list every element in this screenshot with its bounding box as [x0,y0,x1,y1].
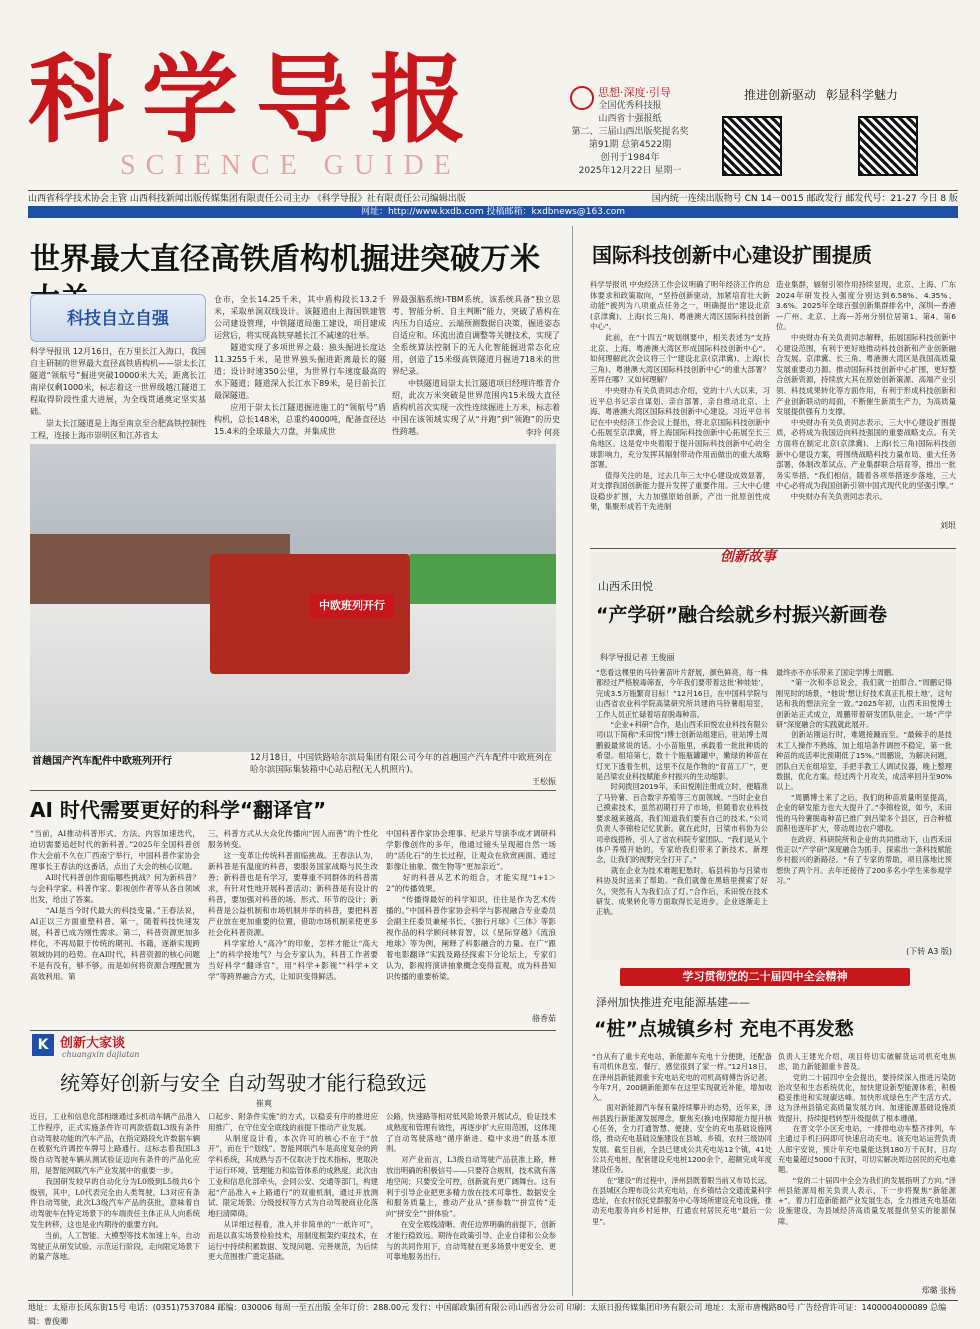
photo-title: 首趟国产汽车配件中欧班列开行 [32,756,172,767]
story-column-2: 最终亦不亦乐带来了国定学博士周鹏。 “第一次和李总说会，我们就一拍即合。”周鹏记得刚见时的场景，“他说‘想让好技术真正扎根土地’，这句话和我的想法完全一致。”2025年初，山西禾田悦博士创新站正式成立，周鹏带着研发团队驻企，一场“产学研”深度融合的实践就此展开。 创新站刚运行时，难题接踵而至。“最棘手的是技术工人操作不熟练，加上组培条件调控不稳定，第一批种苗的成活率比预期低了15%。”周鹏说，为解决问题，团队白天在组培室，手把手教工人调试仪器，晚上整理数据，优化方案。经过两个月攻关，成活率回升至90%以上。 “周鹏博士来了之后，我们的种苗质量明显提高，企业的研发能力也大大提升了。”李锦栓说，如今，禾田悦的马铃薯脱毒种苗已推广到吕梁多个县区，百合种植面积也逐年扩大，带动周边农户增收。 在政府、科研院所和企业的共同推动下，山西禾田悦正以“产学研”深度融合为抓手，探索出一条科技赋能乡村振兴的新路径。“有了专家的帮助，项目落地比预想快了两个月。去年还接待了200多名小学生来参观学习。” [776,668,952,886]
masthead-title: 科学导报 [28,43,484,156]
column-text-2: 口起步、附条件实施”的方式，以稳妥有序的推进应用推广，在守住安全底线的前提下推动产业发展。 从制度设计看，本次许可的核心不在于“放开”，而在于“划线”。智能网联汽车是高度复杂的跨学科系统，其成熟与否不仅取决于技术指标，更取决于运行环境、管理能力和监管体系的成熟度。此次由工业和信息化部牵头，会同公安、交通等部门，构建起“产品准入+上路通行”的双重机制，通过开放测试、限定场景、分级授权等方式为自动驾驶商业化落地扫清障碍。 从详细过程看，准入并非简单的“一纸许可”，而是以真实场景检验技术，用制度框架约束技术，在运行中持续积累数据、发现问题、完善规范，为后续更大范围推广奠定基础。 [208,1112,378,1262]
info-line: 2025年12月22日 星期一 [578,166,682,176]
masthead-info [560,100,700,178]
intl-column-2: 造业集群，辐射引领作用持续显现。北京、上海、广东2024年研发投入强度分别达到6.58%、4.35%、3.6%。2025年全球百强创新集群排名中，深圳—香港—广州、北京、上海—苏州分别位居第1、第4、第6位。 中央财办有关负责同志解释，拓展国际科技创新中心建设范围，有利于更好地推动科技创新和产业创新融合发展。京津冀、长三角、粤港澳大湾区是我国高质量发展重要动力源。推动国际科技创新中心扩围，更好整合创新资源，持续放大其在原始创新策源、高端产业引领、科技成果转化等方面作用，有利于形成科技创新和产业创新联动的局面，不断催生新质生产力，为高质量发展提供强有力支撑。 中央财办有关负责同志表示，三大中心建设扩围提质，必将成为我国迈向科技强国的重要战略支点。有关方面将在制定北京(京津冀)、上海(长三角)国际科技创新中心建设方案，将围绕战略科技力量布局、重大任务部署、体制改革试点、产业集群联合培育等，推出一批务实举措。“我们相信，随着各项举措逐步落地，三大中心必将成为我国创新引领中国式现代化的坚强引擎。” 中央财办有关负责同志表示。 [776,280,956,501]
study-column-2: 负责人王建光介绍，项目将切实破解货运司机充电焦虑，助力新能源重卡普及。 党的二十届四中全会提出，要持续深入推进污染防治攻坚和生态系统优化，加快建设新型能源体系，积极稳妥推进和实现碳达峰。加快形成绿色生产生活方式。这为泽州县锚定高质量发展方向、加速能源基础设施质效提升，持续提档转型升级提供了根本遵循。 在晋文学小区充电站，一排排电动车整齐排列，车主通过手机扫码即可快速启动充电。该充电站运营负责人郎宇安说，预计年充电量能达到180万千瓦时，日均充电量超过5000千瓦时，可切实解决周边居民的充电难题。 “党的二十届四中全会为我们的发展指明了方向。”泽州县能源局相关负责人表示，下一步将聚焦“新能源+”，着力打造新能源产业发展生态，全力推进充电基础设施建设，为县域经济高质量发展提供坚实的能源保障。 [778,1052,956,1226]
story-byline: 科学导报记者 王俊丽 [600,653,675,662]
story-kicker: 山西禾田悦 [598,580,653,593]
badge-label: 科技自立自强 [67,309,169,329]
info-line: 全国优秀科技报 [598,101,662,111]
ai-byline: 骆香茹 [532,1014,556,1023]
news-photo [30,444,556,752]
column-text-3: 公路，快速路等相对低风险场景开展试点，验证技术成熟度和管理有效性，再逐步扩大应用范围，这体现了自动驾驶落地“循序渐进、稳中求进”的基本原则。 对产业而言，L3级自动驾驶产品获准上路，释放出明确的积极信号——只要符合规则，技术就有落地空间；只要安全可控，创新就有更广阔舞台。这有利于引导企业把更多精力放在技术可靠性、数据安全和服务质量上，推动产业从“拼参数”“拼宣传”走向“拼安全”“拼体验”。 在安全底线清晰、责任边界明确的前提下，创新才能行稳致远。期待在政策引导、企业自律和公众参与的共同作用下，自动驾驶在更多场景中更安全、更可靠地服务出行。 [386,1112,556,1262]
web-bar[interactable]: 网址：http://www.kxdb.com 投稿邮箱：kxdbnews@163.com [28,206,958,218]
story-headline: “产学研”融合绘就乡村振兴新画卷 [596,604,887,626]
intl-headline: 国际科技创新中心建设扩围提质 [592,243,872,267]
lead-column-1: 科学导报讯 12月16日，在万里长江入海口，我国自主研制的世界最大直径高铁盾构机——崇太长江隧道“领航号”掘进突破10000米大关，距离长江南岸仅剩1000米，标志着这一世界级越江隧道工程取得阶段性重大进展，为全线贯通奠定坚实基础。 崇太长江隧道是上海至南京至合肥高铁控制性工程，连接上海市崇明区和江苏省太 [30,347,206,440]
story-banner: 创新故事 [720,549,776,565]
column-brand-pinyin: chuangxin dajiatan [62,1050,140,1059]
info-line: 山西省十强报纸 [598,114,662,124]
study-column-1: “自从有了重卡充电站，新能源车充电十分便捷，还配备有司机休息室、餐厅，感觉很到了家一样。”12月18日，在泽州县新能源重卡充电站充电的司机高师傅告诉记者，今年7月，200辆新能源车在这里实现就近补能，增加收入。 面对新能源汽车保有量持续攀升的态势，近年来，泽州县践行新能源发展理念，聚焦充(换)电保障能力提升核心任务，全力打通智慧、便捷、安全的充电基础设施网络，推动充电基础设施建设在县城、乡镇、农村三级协同发展。截至目前，全县已建成公共充电站12个镇，41处公共充电桩，配套建设充电桩1200余个，超额完成年度建设任务。 在“建设”的过程中，泽州县既着眼当前又布局长远，在县城区合理布设公共充电站，在乡镇结合交通流量科学选址，在农村依托党群服务中心等场所建设充电设施，推动充电服务向乡村延伸，打通农村居民充电“最后一公里”。 [592,1052,772,1226]
info-line: 第91期 总第4522期 [588,140,672,150]
info-line: 第二、三届山西出版奖提名奖 [571,127,689,137]
ai-column-2: 三，科普方式从大众化传播向“因人而善”的个性化服务转变。 这一变革让传统科普面临挑战。王春法认为，新科普是有温度的科普，要服务国家战略与民生改善；新科普也是有学习，要尊重不同群体的科普需求，有针对性地开展科普活动；新科普是有设计的科普，要加强对科普的场、形式、环节的设计；新科普是公益机制和市场机制并举的科普，要把科普产业放在更加重要的位置，借助市场机制来使更多社会化科普资源。 科学家给人“高冷”的印象，怎样才能让“高大上”的科学接地气？与会专家认为，科普工作者要当好科学“翻译官”，用“科学+影视”“科学+文学”等跨界融合方式，让知识变得鲜活。 [208,829,378,981]
column-logo-icon: K [32,1034,54,1056]
divider [30,790,556,791]
intl-column-1: 科学导报讯 中央经济工作会议明确了明年经济工作的总体要求和政策取向，“坚持创新驱动，加紧培育壮大新动能”被列为八项重点任务之一，明确提出“建设北京(京津冀)、上海(长三角)、粤港澳大湾区国际科技创新中心”。 此前，在“十四五”规划纲要中，相关表述为“支持北京、上海、粤港澳大湾区形成国际科技创新中心”。如何理解此次会议将三个“建设北京(京津冀)、上海(长三角)、粤港澳大湾区国际科技创新中心”的重大部署？差异在哪？又如何理解？ 中央财办有关负责同志介绍，党的十八大以来，习近平总书记亲自谋划、亲自部署、亲自推动北京、上海、粤港澳大湾区国际科技创新中心建设。习近平总书记在中央经济工作会议上提出，将北京国际科技创新中心拓展至京津冀，将上海国际科技创新中心拓展至长三角地区。这是党中央着眼于提升国际科技创新中心的全球影响力，充分发挥其辐射带动作用而做出的重大战略部署。 值得关注的是，过去几年三大中心建设成效显著，对支撑我国创新能力提升发挥了重要作用。三大中心建设稳步扩围，大力加强原始创新，产出一批原创性成果，集聚形成若干先进制 [590,280,770,512]
ai-column-3: 中国科普作家协会理事、纪录片导演李成才调研科学影像创作的多年，他通过镜头呈现超自然一场的“活化石”的生长过程，让观众在欣赏画面、通过影像让抽象、微生物等“更加亲近”。 好的科普从艺术的组合，才能实现“1+1＞2”的传播效果。 “传播得最好的科学知识，往往是作为艺术传播的。”中国科普作家协会科学与影视融合专业委员会副主任委员兼秘书长、《独行月球》《三体》等影视作品的科学顾问林育智，以《星际穿越》《流浪地球》等为例，阐释了科影融合的力量。在广“跟着电影翻译”实践及路径探索下分论坛上，专家们认为，影视将演讲抽象概念变得直观，成为科普知识传播的重要桥梁。 [386,829,556,981]
column-headline: 统筹好创新与安全 自动驾驶才能行稳致远 [60,1071,427,1095]
study-kicker: 泽州加快推进充电能源基建—— [596,996,750,1009]
lead-headline: 世界最大直径高铁盾构机掘进突破万米 [30,242,540,277]
info-line: 创刊于1984年 [600,153,660,163]
story-continuation[interactable]: (下转 A3 版) [906,947,952,956]
column-byline: 崔爽 [256,1099,272,1108]
footer: 地址：太原市长风东街15号 电话：(0351)7537084 邮编：030006 每周一至五出版 全年订价：288.00元 发行：中国邮政集团有限公司山西省分公司 印刷：太原日报传媒集团印务有限公司 地址：太原市唐槐路80号 广告经营许可证：1400004000089 总编辑：曹俊卿 [28,1300,958,1314]
photo-caption: 12月18日，中国铁路哈尔滨局集团有限公司今年的首趟国产汽车配件中欧班列在哈尔滨国际集装箱中心站启程(无人机照片)。 [250,753,553,775]
intl-byline: 刘垠 [940,521,956,530]
info-bar [28,190,958,206]
motto: 思想·深度·引导 [598,86,671,99]
study-headline: “桩”点城镇乡村 充电不再发愁 [594,1018,854,1040]
lead-byline: 李玲 何亮 [525,428,560,437]
column-text-1: 近日，工业和信息化部相继通过多机动车辆产品准入工作程序，正式实施条件许可两款搭载L3级有条件自动驾驶功能的汽车产品，在指定路段允许数据车辆在被驱允许调控车牌号上路通行。这标志着我国L3级自动驾驶车辆从测试验证迈向有条件的产品化应用，是智能网联汽车产业发展中的重要一步。 我国研发较早的自动化分为L0级到L5级共6个级别，其中，L0代表完全由人类驾驶，L3对应有条件自动驾驶，此次L3级汽车产品的获批，意味着自动驾驶车在特定场景下的车端责任主体正从人向系统发生转移，这也是业内期待的重要方向。 当前，人工智能、大模型等技术加速上车，自动驾驶正从研发试验、示范运行阶段，走向限定场景下的量产落地。 [30,1112,200,1262]
issue-info: 国内统一连续出版物号 CN 14－0015 邮政发行 邮发代号：21-27 今日 8 版 [651,194,958,204]
story-column-1: “您看这棵里的马铃薯苗叶片舒展，颜色鲜亮，每一株都经过严格脱毒筛查，今年我们要带着这批‘种娃娃’，完成3.5万瓶繁育目标！”12月16日，在中国科学院与山西省农业科学院高粱研究所共建的马铃薯组培室，工作人员正忙碌着培育脱毒种苗。 “企业+科研”合作，是山西禾田悦农业科技有限公司(以下简称“禾田悦”)博士创新站组建后，驻站博士周鹏毅最常说的话。小小苗瓶里，承载着一批批种质的希望。组培第七，数十个瓶瓶罐罐中，嫩绿的种苗在灯光下透着生机，这里不仅是作物的“育苗工厂”，更是吕梁农业科技赋能乡村振兴的生动缩影。 时间拨回2019年，禾田悦刚注册成立时，便瞄准了马铃薯、百合数字养殖等三方面领域。“当时企业自己摸索技术，虽然初期打开了市场，但随着农业科技要求越来越高，我们知道我们要有自己的技术。”公司负责人李锦栓记忆犹新。就在此时，吕梁市科协为公司牵线搭桥，引入了省农科院专家团队。“我们是从个体户养殖开始的，专家给我们带来了新技术、新理念，让我们的视野完全打开了。” 就在企业为技术难题犯愁时，临县科协与吕梁市科协及时送来了帮助。“我们就像在黑暗里摸索了好久，突然有人为我们点了灯。”合作后，禾田悦在技术研发、成果转化等方面取得长足进步，企业逐渐走上正轨。 [596,668,768,917]
qr-code-icon[interactable] [858,116,918,176]
ai-column-1: “当前，AI推动科普形式、方法、内容加速迭代，迫切需要追赶时代的新科普。”2025年全国科普创作大会前不久在广西南宁举行，中国科普作家协会理事长王春法的这番话，点出了大会的核心议题。 AI时代科普创作面临哪些挑战？何为新科普？与会科学家、科普作家、影视创作者等从各自领域出发，给出了答案。 “AI是当今时代最大的科技变量。”王春法说，AI正以三方面重塑科普。第一，随着科技快速发展，科普已成为刚性需求。第二，科普资源更加多样化，不再局限于传统的期刊、书籍，逐渐实现跨领域协同的趋势。在AI时代，科普资源的核心问题不是有没有，够不够，而是如何将资源合理配置为高效利用。第 [30,829,200,981]
study-byline: 郑璐 张杨 [921,1286,956,1295]
ai-headline: AI 时代需要更好的科学“翻译官” [30,798,327,822]
study-banner: 学习贯彻党的二十届四中全会精神 [620,968,910,986]
qr-code-icon[interactable] [722,116,782,176]
column-divider [572,226,573,1296]
badge [30,294,206,342]
slogan: 推进创新驱动 彰显科学魅力 [744,88,898,102]
masthead-subtitle: SCIENCE GUIDE [120,150,461,181]
column-brand: 创新大家谈 [60,1036,126,1051]
divider [30,1030,556,1031]
lead-column-2: 仓市，全长14.25千米，其中盾构段长13.2千米，采取单洞双线设计。该隧道由上海国铁建管公司建设管理，中铁隧道局施工建设，项目建成运营后，将实现高铁穿越长江不减速的壮举。 隧道实现了多项世界之最：独头掘进长度达11.3255千米，是世界独头掘进距离最长的隧道；设计时速350公里，为世界行车速度最高的水下隧道；隧道深入长江水下89米，是目前长江最深隧道。 应用于崇太长江隧道掘进施工的“领航号”盾构机，总长148米，总重约4000吨，配备直径达15.4米的全球最大刀盘，并集成世 [214,295,386,436]
train-sign: 中欧班列开行 [310,594,394,618]
photo-credit: 王松振 [532,777,556,786]
publisher-info: 山西省科学技术协会主管 山西科技新闻出版传媒集团有限责任公司主办 《科学导报》社有限责任公司编辑出版 [28,194,466,204]
lead-column-3: 界最强脑系统I-TBM系统，该系统具备“独立思考、智能分析、自主判断”能力，突破了盾构在内压力自适应、云端预测数据自决策，掘进姿态自适应和。环流出渣自调整等关键技术，实现了全系统算法控制下的无人化智能掘进常态化应用，创造了15米级高铁隧道月掘进718米的世界纪录。 中铁隧道局崇太长江隧道项目经理许维青介绍，此次万米突破是世界范围内15米级大直径盾构机首次实现一次性连续掘进上万米，标志着中国在该领域实现了从“并跑”到“领跑”的历史性跨越。 [392,295,560,436]
